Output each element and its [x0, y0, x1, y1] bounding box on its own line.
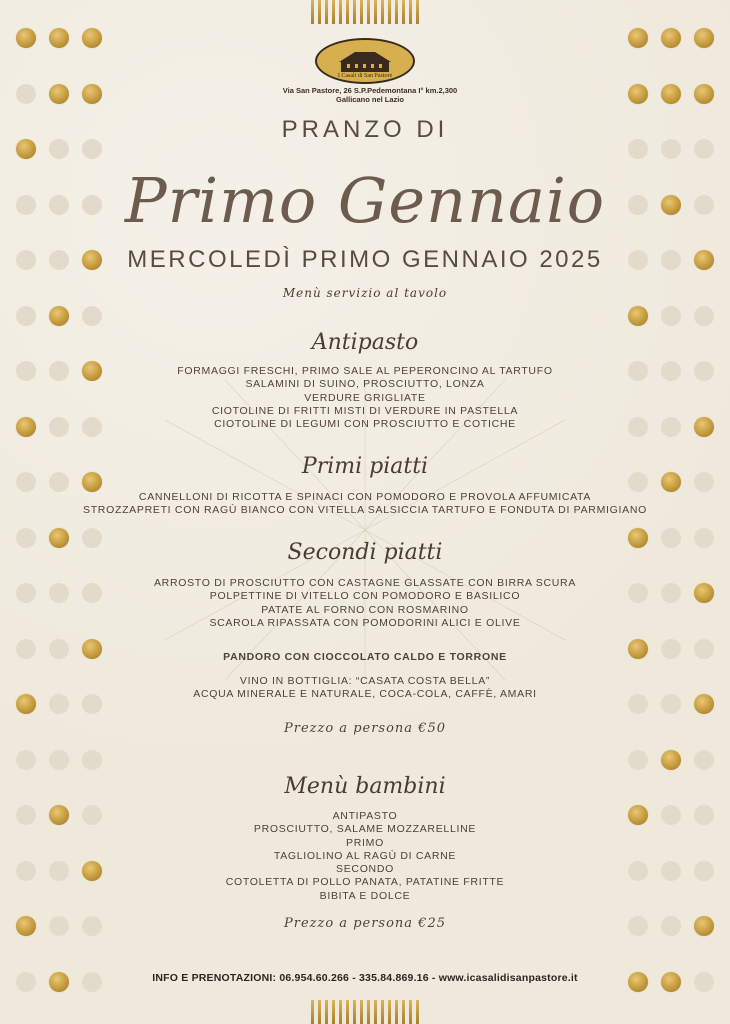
- price-adult: Prezzo a persona €50: [284, 721, 446, 736]
- list-item: ARROSTO DI PROSCIUTTO CON CASTAGNE GLASSATE CON BIRRA SCURA: [153, 577, 577, 589]
- list-item: CIOTOLINE DI LEGUMI CON PROSCIUTTO E COTICHE: [214, 418, 516, 431]
- gold-dot: [49, 28, 69, 48]
- bambini-list: [0, 810, 730, 903]
- plain-dot: [49, 750, 69, 770]
- plain-dot: [694, 306, 714, 326]
- address-line-2: Gallicano nel Lazio: [336, 95, 404, 104]
- plain-dot: [628, 750, 648, 770]
- gold-dot: [82, 84, 102, 104]
- gold-dot: [661, 84, 681, 104]
- logo-text: I Casali di San Pastore: [337, 73, 393, 79]
- restaurant-logo: [315, 38, 415, 84]
- dolce: PANDORO CON CIOCCOLATO CALDO E TORRONE: [223, 651, 507, 663]
- bambini-title: Menù bambini: [284, 774, 446, 799]
- wine-line: VINO IN BOTTIGLIA: “CASATA COSTA BELLA”: [239, 675, 491, 687]
- plain-dot: [82, 306, 102, 326]
- footer-contacts: INFO E PRENOTAZIONI: 06.954.60.266 - 335.84.869.16 - www.icasalidisanpastore.it: [152, 972, 578, 984]
- list-item: VERDURE GRIGLIATE: [304, 391, 426, 404]
- list-item: ANTIPASTO: [332, 810, 398, 822]
- antipasto-list: [0, 365, 730, 431]
- drinks-line: ACQUA MINERALE E NATURALE, COCA-COLA, CAFFÈ, AMARI: [193, 688, 537, 701]
- plain-dot: [694, 750, 714, 770]
- gold-dot: [16, 28, 36, 48]
- gold-dot: [49, 84, 69, 104]
- antipasto-title: Antipasto: [311, 330, 419, 355]
- top-gold-bars: [311, 0, 419, 24]
- gold-dot: [661, 28, 681, 48]
- gold-dot: [49, 306, 69, 326]
- address: [270, 86, 470, 104]
- list-item: BIBITA E DOLCE: [319, 889, 411, 902]
- pranzo-heading: PRANZO DI: [281, 116, 449, 143]
- list-item: PATATE AL FORNO CON ROSMARINO: [261, 603, 469, 616]
- list-item: SCAROLA RIPASSATA CON POMODORINI ALICI E OLIVE: [209, 616, 521, 629]
- bevande: [0, 675, 730, 702]
- list-item: FORMAGGI FRESCHI, PRIMO SALE AL PEPERONCINO AL TARTUFO: [177, 365, 553, 377]
- list-item: COTOLETTA DI POLLO PANATA, PATATINE FRITTE: [225, 876, 505, 889]
- list-item: CANNELLONI DI RICOTTA E SPINACI CON POMODORO E PROVOLA AFFUMICATA: [138, 491, 592, 503]
- event-title: Primo Gennaio: [124, 164, 606, 237]
- gold-dot: [694, 28, 714, 48]
- gold-dot: [82, 28, 102, 48]
- gold-dot: [694, 84, 714, 104]
- plain-dot: [16, 84, 36, 104]
- list-item: TAGLIOLINO AL RAGÙ DI CARNE: [273, 849, 457, 862]
- primi-list: [0, 491, 730, 518]
- service-note: Menù servizio al tavolo: [282, 286, 448, 300]
- list-item: CIOTOLINE DI FRITTI MISTI DI VERDURE IN PASTELLA: [211, 404, 519, 417]
- secondi-list: [0, 577, 730, 630]
- list-item: SECONDO: [336, 863, 394, 876]
- bottom-gold-bars: [311, 1000, 419, 1024]
- gold-dot: [661, 750, 681, 770]
- secondi-title: Secondi piatti: [287, 540, 443, 565]
- primi-title: Primi piatti: [301, 454, 429, 479]
- gold-dot: [628, 84, 648, 104]
- event-date: MERCOLEDÌ PRIMO GENNAIO 2025: [127, 246, 603, 273]
- list-item: SALAMINI DI SUINO, PROSCIUTTO, LONZA: [245, 378, 485, 391]
- price-kids: Prezzo a persona €25: [284, 916, 446, 931]
- list-item: POLPETTINE DI VITELLO CON POMODORO E BASILICO: [209, 590, 521, 603]
- plain-dot: [82, 750, 102, 770]
- list-item: PRIMO: [346, 836, 384, 849]
- list-item: STROZZAPRETI CON RAGÙ BIANCO CON VITELLA SALSICCIA TARTUFO E FONDUTA DI PARMIGIANO: [82, 504, 647, 517]
- gold-dot: [628, 306, 648, 326]
- gold-dot: [628, 28, 648, 48]
- address-line-1: Via San Pastore, 26 S.P.Pedemontana I° km.2,300: [282, 86, 458, 95]
- plain-dot: [16, 306, 36, 326]
- plain-dot: [661, 306, 681, 326]
- list-item: PROSCIUTTO, SALAME MOZZARELLINE: [253, 823, 477, 836]
- plain-dot: [16, 750, 36, 770]
